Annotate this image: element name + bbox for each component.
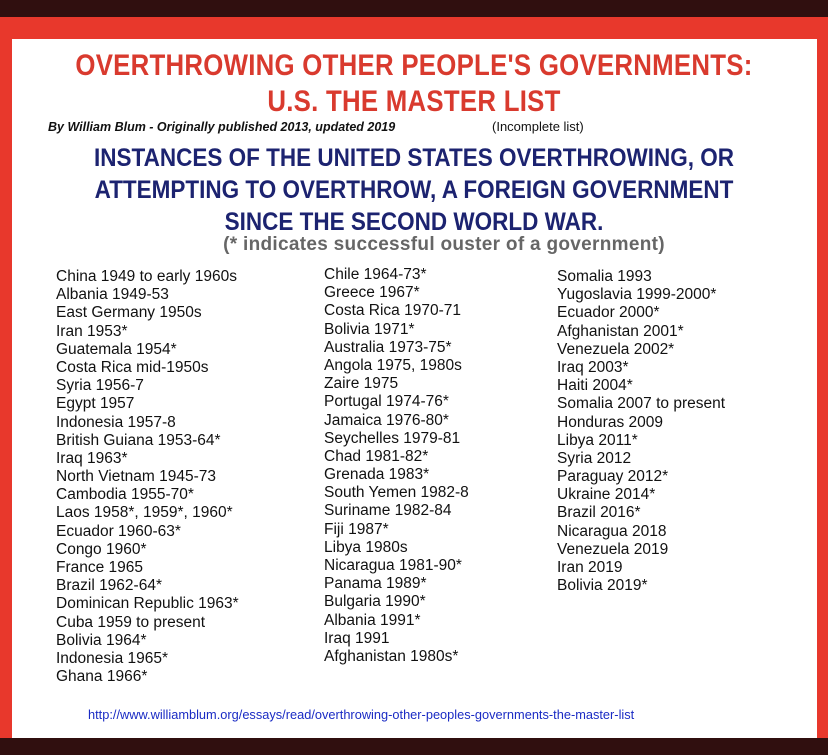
list-item: Afghanistan 1980s* (324, 647, 459, 665)
list-item: Egypt 1957 (56, 395, 135, 413)
list-item: Ecuador 2000* (557, 304, 660, 322)
list-item: Dominican Republic 1963* (56, 595, 239, 613)
source-link[interactable]: http://www.williamblum.org/essays/read/overthrowing-other-peoples-governments-the-master-list (88, 707, 635, 722)
list-item: Chad 1981-82* (324, 447, 429, 465)
list-item: Greece 1967* (324, 284, 420, 302)
list-item: Somalia 1993 (557, 268, 652, 285)
list-item: Brazil 1962-64* (56, 577, 162, 595)
list-item: Bolivia 1964* (56, 631, 147, 649)
list-column-2 (324, 266, 469, 666)
list-column-3 (557, 268, 725, 595)
page-title-line-2: U.S. THE MASTER LIST (267, 85, 561, 118)
list-item: Cambodia 1955-70* (56, 486, 194, 504)
list-item: Nicaragua 1981-90* (324, 557, 462, 574)
bottom-dark-bar (0, 738, 828, 755)
list-item: Paraguay 2012* (557, 468, 669, 486)
incomplete-note: (Incomplete list) (492, 119, 584, 134)
list-item: Congo 1960* (56, 540, 147, 558)
list-item: Ghana 1966* (56, 668, 148, 686)
list-item: South Yemen 1982-8 (324, 484, 469, 502)
list-item: Venezuela 2002* (557, 340, 675, 358)
list-item: Haiti 2004* (557, 377, 633, 395)
list-item: Costa Rica mid-1950s (56, 358, 209, 376)
list-item: Seychelles 1979-81 (324, 429, 461, 447)
list-item: Indonesia 1957-8 (56, 413, 176, 431)
list-item: Angola 1975, 1980s (324, 356, 462, 374)
list-item: Nicaragua 2018 (557, 522, 667, 540)
list-item: Iraq 2003* (557, 358, 629, 376)
list-item: Bulgaria 1990* (324, 593, 426, 611)
list-column-1 (56, 268, 239, 686)
list-item: Laos 1958*, 1959*, 1960* (56, 504, 233, 522)
list-item: Ecuador 1960-63* (56, 522, 181, 540)
list-item: Iraq 1963* (56, 449, 128, 467)
list-item: Honduras 2009 (557, 413, 663, 431)
list-item: Bolivia 1971* (324, 320, 415, 338)
list-item: Costa Rica 1970-71 (324, 302, 461, 320)
subtitle-line-1: INSTANCES OF THE UNITED STATES OVERTHROWING, OR (93, 144, 735, 172)
list-item: Cuba 1959 to present (56, 613, 206, 631)
list-item: Suriname 1982-84 (324, 502, 452, 520)
list-item: Ukraine 2014* (557, 486, 656, 504)
list-item: Albania 1991* (324, 611, 421, 629)
list-item: British Guiana 1953-64* (56, 431, 221, 449)
list-item: Iran 1953* (56, 322, 128, 340)
subtitle-line-3: SINCE THE SECOND WORLD WAR. (224, 208, 604, 236)
list-item: Guatemala 1954* (56, 340, 177, 358)
page-title-line-1: OVERTHROWING OTHER PEOPLE'S GOVERNMENTS: (75, 49, 753, 82)
list-item: Brazil 2016* (557, 504, 641, 522)
list-item: Zaire 1975 (324, 375, 399, 393)
subtitle-line-2: ATTEMPTING TO OVERTHROW, A FOREIGN GOVERNMENT (94, 176, 734, 204)
list-item: Jamaica 1976-80* (324, 411, 449, 429)
list-item: Yugoslavia 1999-2000* (557, 286, 717, 304)
legend-note: (* indicates successful ouster of a government) (223, 234, 665, 255)
list-item: Somalia 2007 to present (557, 395, 726, 413)
list-item: East Germany 1950s (56, 304, 202, 322)
list-item: Indonesia 1965* (56, 649, 169, 667)
list-item: Chile 1964-73* (324, 266, 427, 283)
list-item: Syria 1956-7 (56, 377, 144, 395)
list-item: Iran 2019 (557, 559, 623, 576)
byline: By William Blum - Originally published 2013, updated 2019 (48, 120, 396, 134)
list-item: Libya 1980s (324, 538, 408, 556)
top-dark-bar (0, 0, 828, 17)
list-item: France 1965 (56, 559, 144, 576)
list-item: Fiji 1987* (324, 520, 389, 538)
list-item: Portugal 1974-76* (324, 393, 449, 411)
list-item: Bolivia 2019* (557, 577, 648, 595)
list-item: North Vietnam 1945-73 (56, 468, 216, 486)
list-item: Australia 1973-75* (324, 338, 452, 356)
list-item: Grenada 1983* (324, 466, 430, 484)
list-item: China 1949 to early 1960s (56, 268, 237, 285)
list-item: Syria 2012 (557, 449, 632, 467)
list-item: Albania 1949-53 (56, 286, 169, 304)
list-item: Libya 2011* (557, 431, 638, 449)
list-item: Afghanistan 2001* (557, 322, 684, 340)
list-item: Venezuela 2019 (557, 540, 669, 558)
list-item: Panama 1989* (324, 575, 427, 593)
list-item: Iraq 1991 (324, 629, 390, 647)
